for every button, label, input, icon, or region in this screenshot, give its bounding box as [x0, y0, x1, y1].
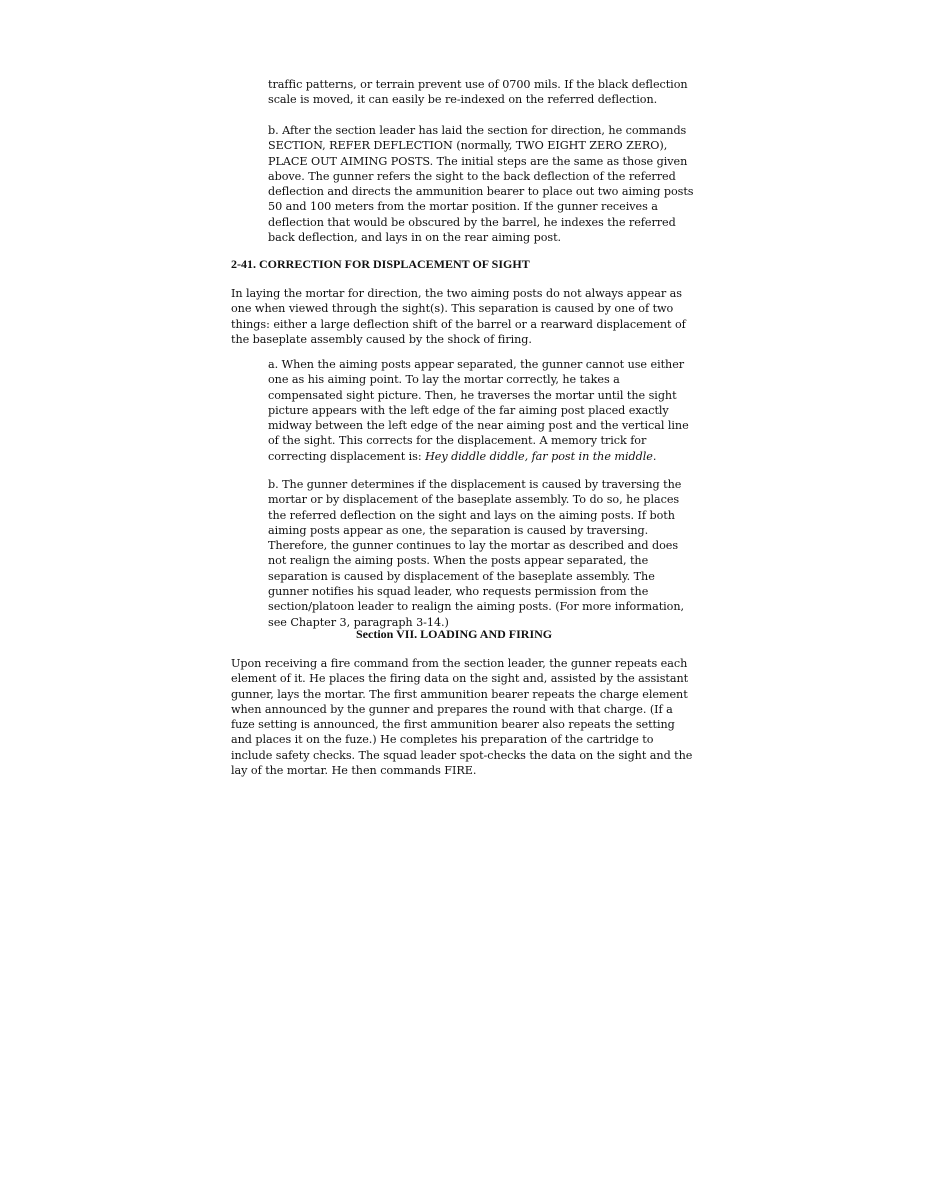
- paragraph-refer-deflection-command: b. After the section leader has laid the section for direction, he commands SECTION, REFER DEFLECTION (normally, TWO EIGHT ZERO ZERO), PLACE OUT AIMING POSTS. The initial steps are the same as those given above. The gunner refers the sight to the back deflection of the referred deflection and directs the ammunition bearer to place out two aiming posts 50 and 100 meters from the mortar position. If the gunner receives a deflection that would be obscured by the barrel, he indexes the referred back deflection, and lays in on the rear aiming post.: [268, 124, 694, 245]
- paragraph-aiming-posts-separation: In laying the mortar for direction, the two aiming posts do not always appear as one when viewed through the sight(s). This separation is caused by one of two things: either a large deflection shift of the barrel or a rearward displacement of the baseplate assembly caused by the shock of firing.: [231, 287, 686, 346]
- section-heading-loading-and-firing: Section VII. LOADING AND FIRING: [356, 627, 553, 641]
- paragraph-compensated-sight-picture-text: a. When the aiming posts appear separated, the gunner cannot use either one as his aiming point. To lay the mortar correctly, he takes a compensated sight picture. Then, he traverses the mortar until the sight picture appears with the left edge of the far aiming post placed exactly midway between the left edge of the near aiming post and the vertical line of the sight. This corrects for the displacement. A memory trick for correcting displacement is:: [268, 358, 689, 463]
- paragraph-fire-command: Upon receiving a fire command from the section leader, the gunner repeats each element of it. He places the firing data on the sight and, assisted by the assistant gunner, lays the mortar. The first ammunition bearer repeats the charge element when announced by the gunner and prepares the round with that charge. (If a fuze setting is announced, the first ammunition bearer also repeats the setting and places it on the fuze.) He completes his preparation of the cartridge to include safety checks. The squad leader spot-checks the data on the sight and the lay of the mortar. He then commands FIRE.: [231, 657, 693, 778]
- paragraph-displacement-cause: b. The gunner determines if the displacement is caused by traversing the mortar or by displacement of the baseplate assembly. To do so, he places the referred deflection on the sight and lays on the aiming posts. If both aiming posts appear as one, the separation is caused by traversing. Therefore, the gunner continues to lay the mortar as described and does not realign the aiming posts. When the posts appear separated, the separation is caused by displacement of the baseplate assembly. The gunner notifies his squad leader, who requests permission from the section/platoon leader to realign the aiming posts. (For more information, see Chapter 3, paragraph 3-14.): [268, 478, 685, 629]
- paragraph-compensated-sight-picture: [268, 357, 698, 464]
- paragraph-black-deflection-scale: traffic patterns, or terrain prevent use of 0700 mils. If the black deflection scale is moved, it can easily be re-indexed on the referred deflection.: [268, 78, 688, 107]
- section-heading-2-41: 2-41. CORRECTION FOR DISPLACEMENT OF SIGHT: [231, 257, 530, 271]
- memory-trick-italic: Hey diddle diddle, far post in the middle.: [425, 449, 657, 463]
